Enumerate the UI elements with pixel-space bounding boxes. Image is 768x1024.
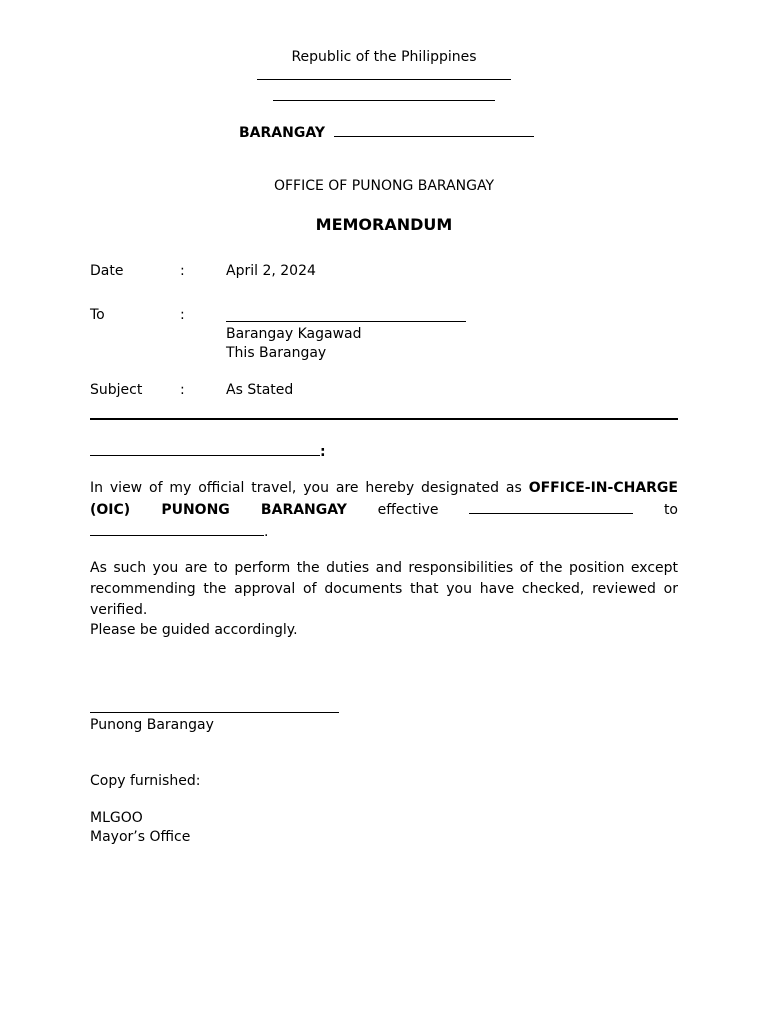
duties-paragraph: As such you are to perform the duties and responsibilities of the position except recommending the approval of documents that you have checked, reviewed or verified. xyxy=(90,560,678,618)
signatory-title: Punong Barangay xyxy=(90,717,214,733)
subject-colon: : xyxy=(180,382,185,398)
p1-oic-designation: OFFICE-IN-CHARGE (OIC) PUNONG BARANGAY xyxy=(90,480,678,518)
header-blank-line-1 xyxy=(257,79,511,80)
subject-value: As Stated xyxy=(226,382,294,398)
header-divider xyxy=(90,418,678,420)
office-heading: OFFICE OF PUNONG BARANGAY xyxy=(273,178,495,194)
to-line-2: This Barangay xyxy=(226,345,327,361)
to-line-1: Barangay Kagawad xyxy=(226,326,362,342)
barangay-label xyxy=(239,122,534,142)
salutation-line xyxy=(90,441,326,461)
p1-text-start: In view of my official travel, you are hereby designated as xyxy=(90,480,529,496)
salutation-name-blank xyxy=(90,441,320,456)
barangay-name-blank xyxy=(334,122,534,137)
date-value: April 2, 2024 xyxy=(226,263,316,279)
p1-to-text: to xyxy=(633,502,678,518)
copy-recipient: Mayor’s Office xyxy=(90,829,191,845)
copy-furnished-label: Copy furnished: xyxy=(90,773,201,789)
to-label: To xyxy=(90,307,105,323)
to-name-blank xyxy=(226,321,466,322)
p1-period: . xyxy=(264,524,269,540)
memo-title: MEMORANDUM xyxy=(315,215,453,234)
effective-date-blank xyxy=(469,499,633,514)
end-date-blank xyxy=(90,521,264,536)
signature-line xyxy=(90,712,339,713)
date-colon: : xyxy=(180,263,185,279)
salutation-colon: : xyxy=(320,444,326,460)
barangay-label-text: BARANGAY xyxy=(239,125,325,141)
copy-recipient: MLGOO xyxy=(90,810,143,826)
republic-heading: Republic of the Philippines xyxy=(291,49,477,65)
designation-paragraph xyxy=(90,478,678,543)
date-label: Date xyxy=(90,263,124,279)
header-blank-line-2 xyxy=(273,100,495,101)
to-colon: : xyxy=(180,307,185,323)
p1-effective-text: effective xyxy=(346,502,470,518)
subject-label: Subject xyxy=(90,382,143,398)
closing-paragraph: Please be guided accordingly. xyxy=(90,622,298,638)
